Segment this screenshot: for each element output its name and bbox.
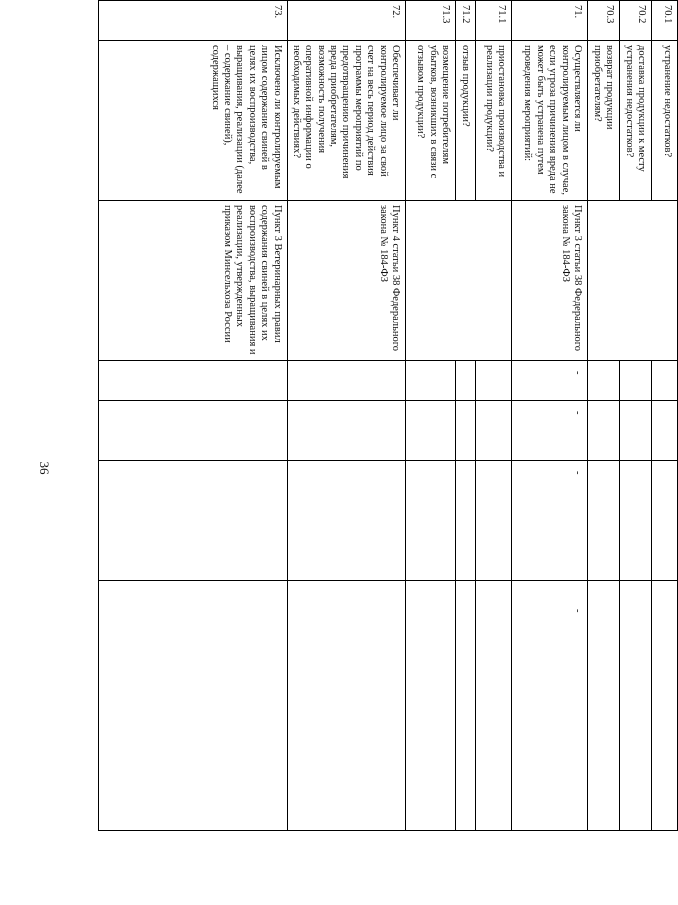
row-number: 71. <box>512 1 588 41</box>
answer-no-cell <box>406 401 456 461</box>
note-cell <box>620 581 652 831</box>
note-cell <box>652 581 678 831</box>
dash-mark: - <box>572 471 583 475</box>
row-number: 70.1 <box>652 1 678 41</box>
answer-na-cell <box>476 461 512 581</box>
row-question: доставка продукции к месту устранения недостатков? <box>620 41 652 201</box>
row-number: 71.2 <box>456 1 476 41</box>
row-question: Обеспечивает ли контролируемое лицо за свой счет на весь период действия программы мероприятий по предотвращению причинения вреда приобретателям, возможность получения оперативной информации о необходимых действиях? <box>287 41 405 201</box>
answer-yes-cell <box>287 361 405 401</box>
answer-no-cell <box>588 401 620 461</box>
answer-na-cell <box>406 461 456 581</box>
table-row <box>99 1 288 831</box>
answer-yes-cell <box>456 361 476 401</box>
answer-na-cell <box>287 461 405 581</box>
answer-no-cell <box>652 401 678 461</box>
note-cell <box>512 581 588 831</box>
checklist-table <box>98 0 678 831</box>
row-legal-reference <box>406 201 512 361</box>
dash-mark: - <box>572 371 583 375</box>
row-question: возврат продукции приобретателям? <box>588 41 620 201</box>
row-legal-reference: Пункт 4 статьи 38 Федерального закона № 184-ФЗ <box>287 201 405 361</box>
dash-mark: - <box>572 411 583 415</box>
answer-na-cell <box>588 461 620 581</box>
table-row <box>456 1 476 831</box>
answer-yes-cell <box>588 361 620 401</box>
answer-na-cell <box>652 461 678 581</box>
note-cell <box>476 581 512 831</box>
rotated-table-wrapper <box>98 0 678 830</box>
table-row <box>620 1 652 831</box>
row-question: приостановка производства и реализации продукции? <box>476 41 512 201</box>
note-cell <box>588 581 620 831</box>
row-question: возмещение потребителям убытков, возникших в связи с отзывом продукции? <box>406 41 456 201</box>
row-question: отзыв продукции? <box>456 41 476 201</box>
dash-mark: - <box>572 609 583 613</box>
answer-no-cell <box>287 401 405 461</box>
answer-yes-cell <box>476 361 512 401</box>
row-number: 72. <box>287 1 405 41</box>
row-question: Осуществляется ли контролируемым лицом в случае, если угроза причинения вреда не может быть устранена путем проведения мероприятий: <box>512 41 588 201</box>
table-row <box>406 1 456 831</box>
row-question: устранение недостатков? <box>652 41 678 201</box>
row-legal-reference: Пункт 3 статьи 38 Федерального закона № 184-ФЗ <box>512 201 588 361</box>
row-number: 70.2 <box>620 1 652 41</box>
row-number: 71.1 <box>476 1 512 41</box>
row-question: Исключено ли контролируемым лицом содержание свиней в целях их воспроизводства, выращивания, реализации (далее – содержание свиней), содержащихся <box>99 41 288 201</box>
row-number: 71.3 <box>406 1 456 41</box>
answer-no-cell <box>456 401 476 461</box>
answer-no-cell <box>476 401 512 461</box>
table-row <box>588 1 620 831</box>
answer-na-cell <box>99 461 288 581</box>
answer-no-cell <box>99 401 288 461</box>
answer-na-cell <box>512 461 588 581</box>
table-row <box>512 1 588 831</box>
page-number: 36 <box>37 461 52 475</box>
table-row <box>287 1 405 831</box>
table-row <box>652 1 678 831</box>
row-number: 73. <box>99 1 288 41</box>
answer-yes-cell <box>652 361 678 401</box>
table-row <box>476 1 512 831</box>
answer-yes-cell <box>512 361 588 401</box>
answer-yes-cell <box>406 361 456 401</box>
answer-na-cell <box>456 461 476 581</box>
answer-yes-cell <box>620 361 652 401</box>
answer-no-cell <box>512 401 588 461</box>
note-cell <box>287 581 405 831</box>
row-number: 70.3 <box>588 1 620 41</box>
answer-na-cell <box>620 461 652 581</box>
note-cell <box>406 581 456 831</box>
answer-yes-cell <box>99 361 288 401</box>
note-cell <box>99 581 288 831</box>
row-legal-reference <box>588 201 678 361</box>
row-legal-reference: Пункт 3 Ветеринарных правил содержания свиней в целях их воспроизводства, выращивания и реализации, утвержденных приказом Минсельхоза России <box>99 201 288 361</box>
answer-no-cell <box>620 401 652 461</box>
note-cell <box>456 581 476 831</box>
